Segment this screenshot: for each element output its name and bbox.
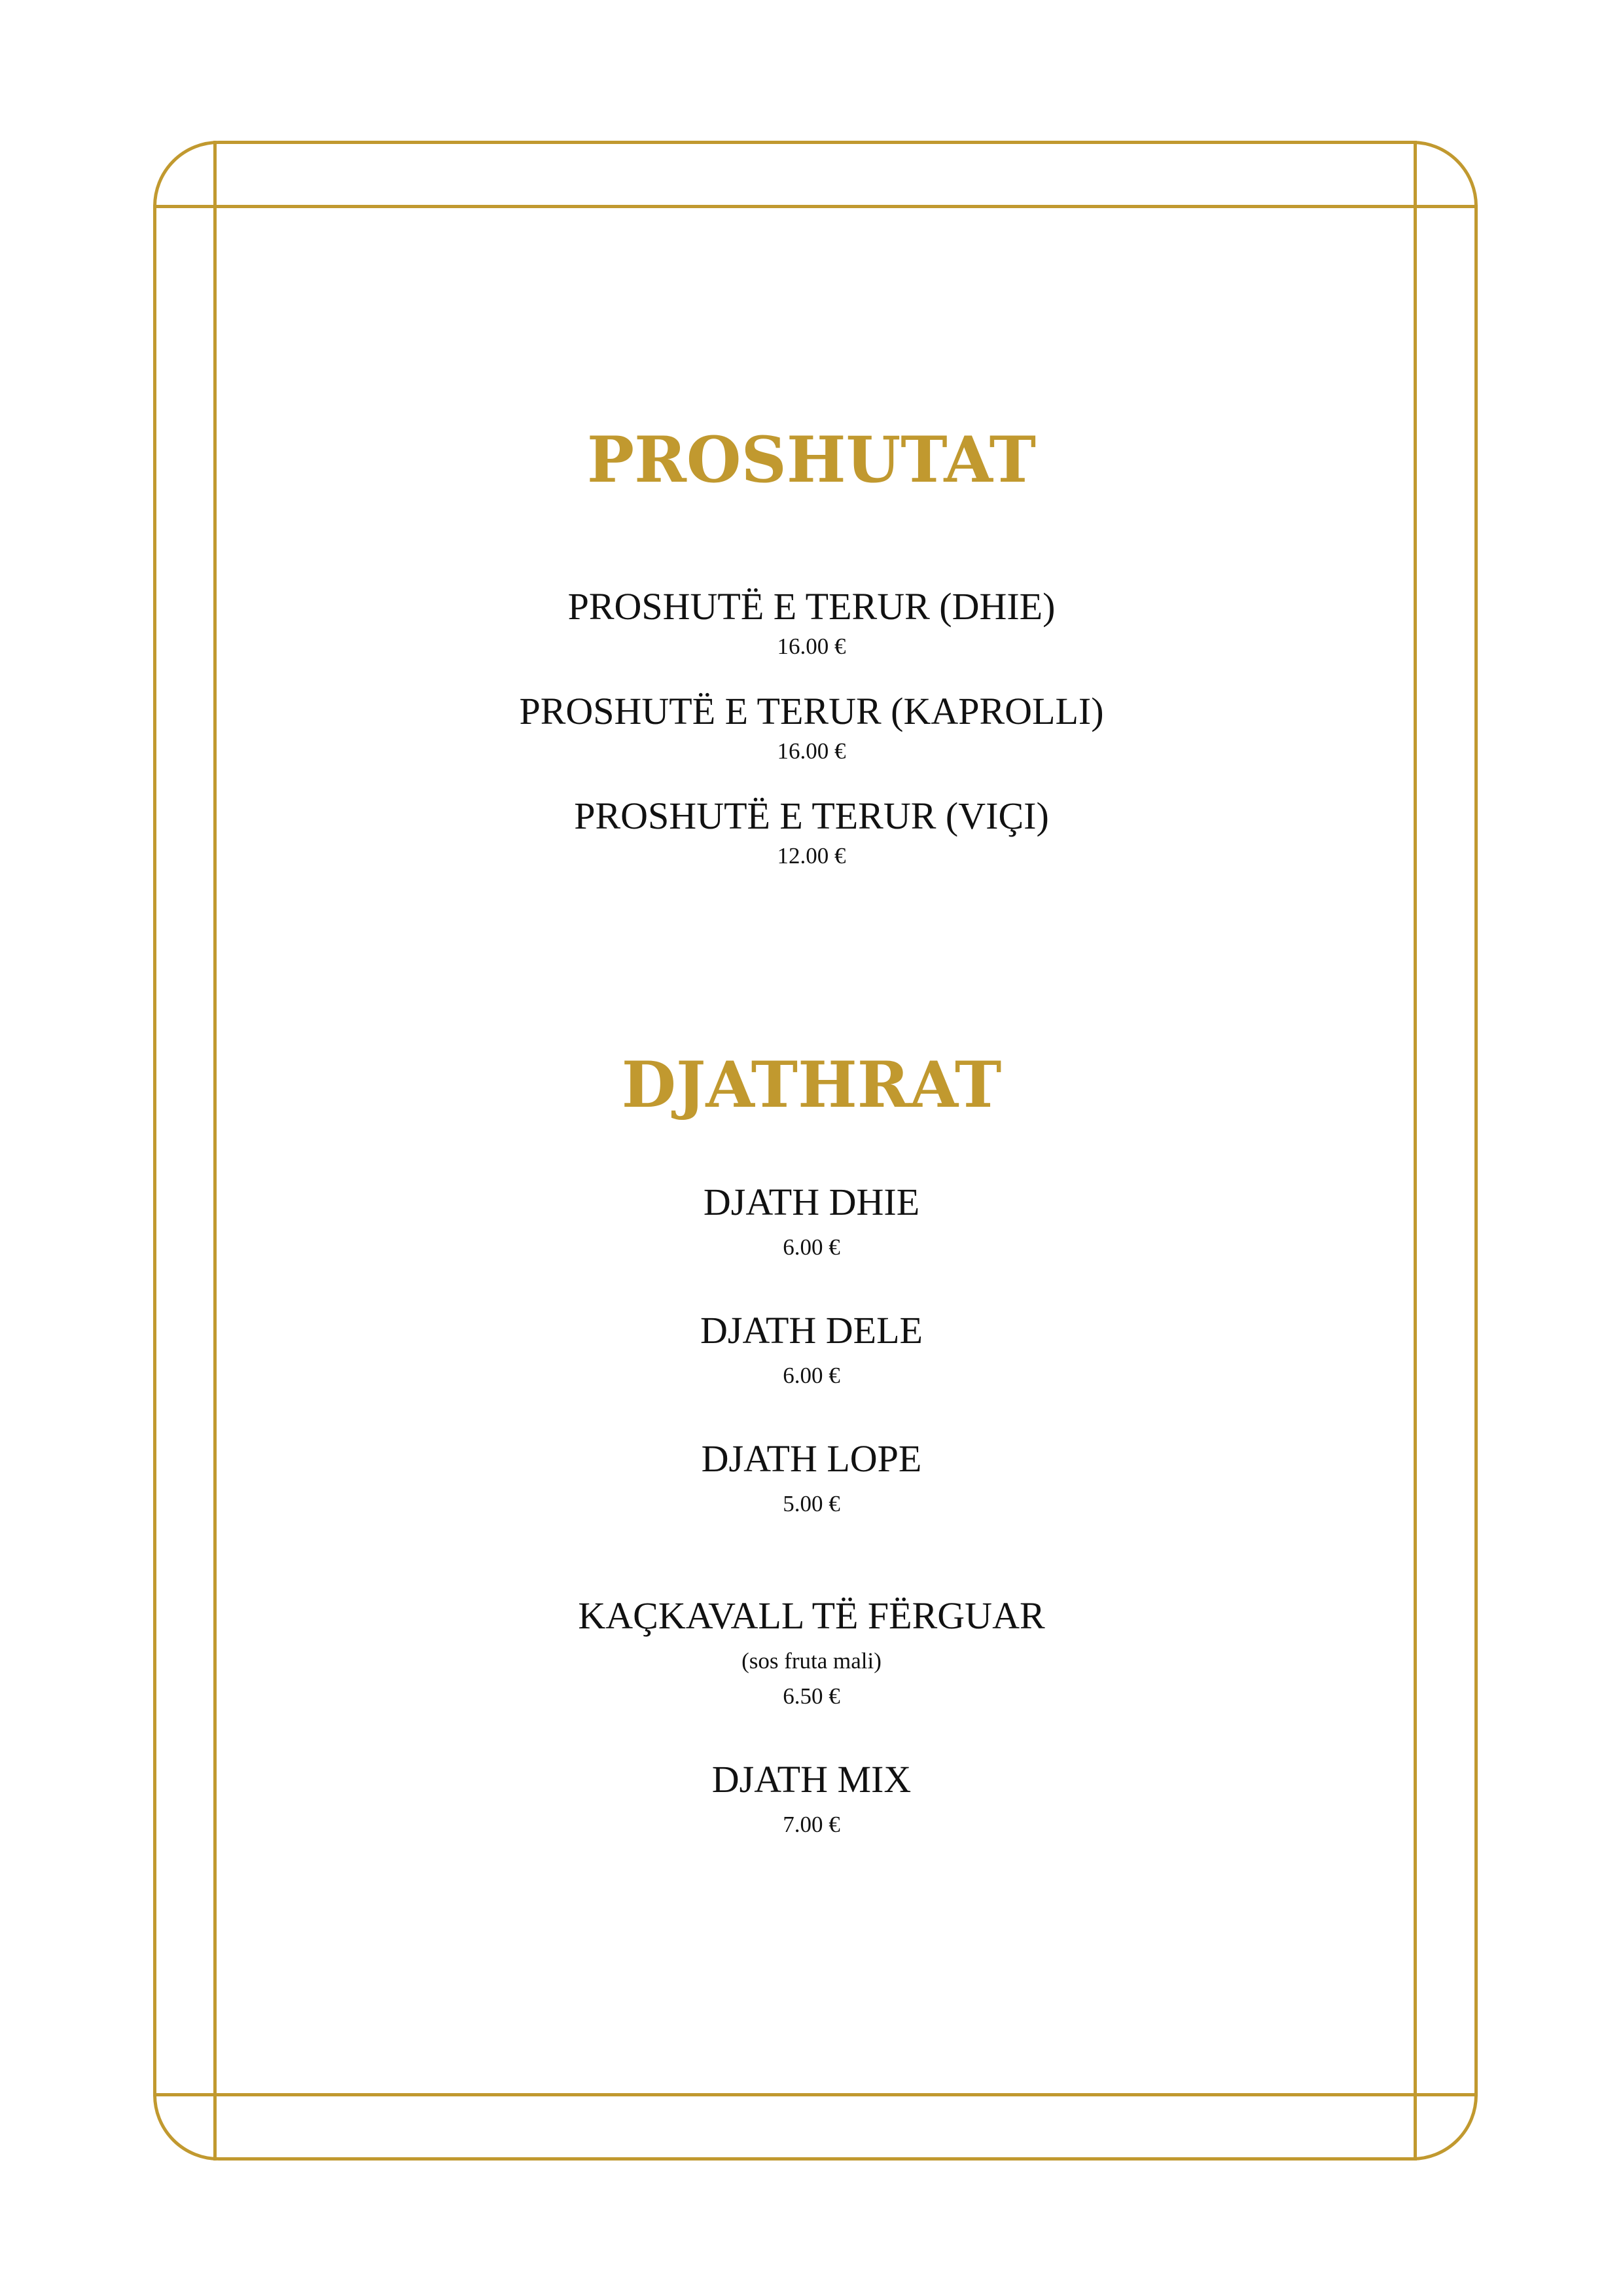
section-title-djathrat: DJATHRAT (621, 1048, 1002, 1122)
menu-item-price: 16.00 € (777, 634, 846, 659)
menu-item-name: DJATH MIX (711, 1758, 912, 1801)
menu-item-price: 12.00 € (777, 843, 846, 869)
menu-item-name: DJATH DHIE (703, 1181, 920, 1223)
menu-item-price: 7.00 € (783, 1812, 840, 1837)
menu-item-price: 16.00 € (777, 738, 846, 764)
menu-item-price: 6.50 € (783, 1683, 840, 1709)
menu-item-price: 6.00 € (783, 1234, 840, 1260)
menu-item-name: DJATH LOPE (701, 1437, 922, 1480)
section-title-proshutat: PROSHUTAT (586, 423, 1037, 497)
menu-item-name: DJATH DELE (700, 1309, 923, 1352)
frame-bottom-rule (153, 2093, 1478, 2096)
menu-item-note: (sos fruta mali) (741, 1648, 882, 1674)
menu-item-price: 5.00 € (783, 1491, 840, 1516)
frame-top-rule (153, 205, 1478, 208)
menu-item-name: PROSHUTË E TERUR (DHIE) (567, 585, 1056, 628)
menu-item-name: KAÇKAVALL TË FËRGUAR (578, 1594, 1045, 1637)
menu-item-name: PROSHUTË E TERUR (KAPROLLI) (519, 690, 1104, 732)
menu-item-name: PROSHUTË E TERUR (VIÇI) (574, 795, 1049, 837)
menu-item-price: 6.00 € (783, 1363, 840, 1388)
